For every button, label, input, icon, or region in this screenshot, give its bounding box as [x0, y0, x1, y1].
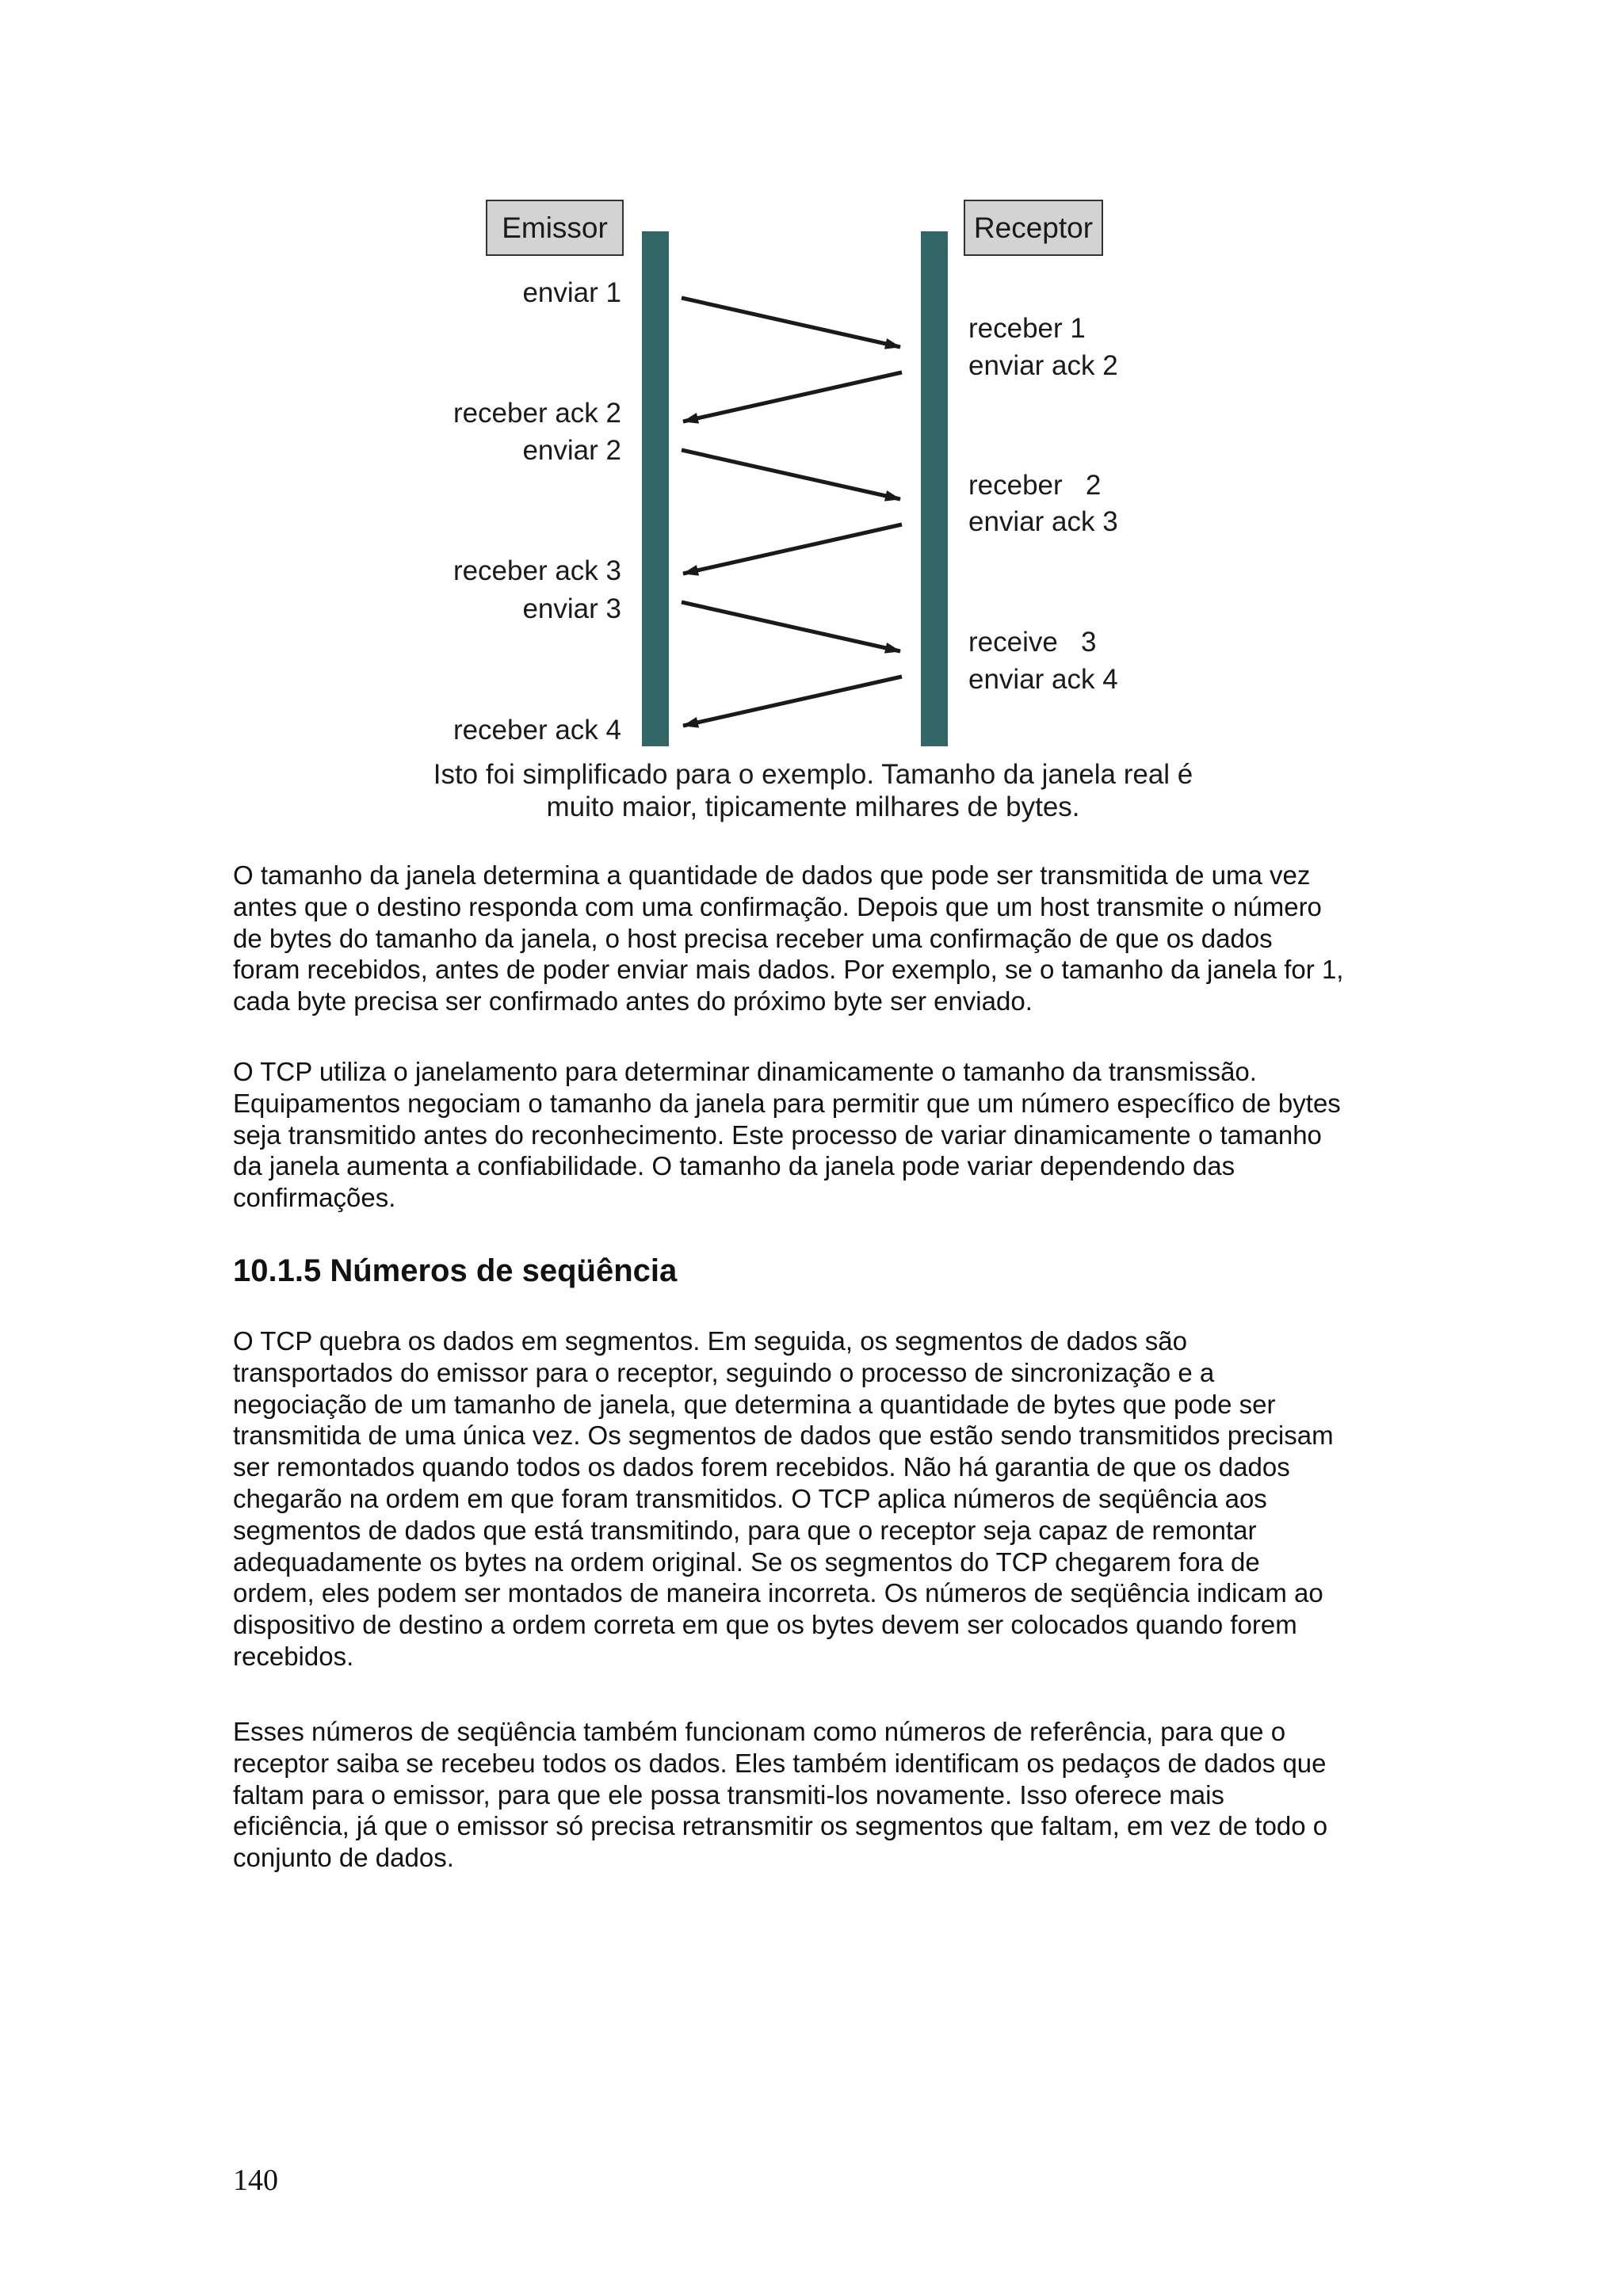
paragraph-sequence-numbers [233, 1325, 1398, 1672]
text-line: da janela aumenta a confiabilidade. O tamanho da janela pode variar dependendo das [233, 1151, 1235, 1181]
text-line: O TCP quebra os dados em segmentos. Em seguida, os segmentos de dados são [233, 1326, 1187, 1356]
text-line: ordem, eles podem ser montados de maneira incorreta. Os números de seqüência indicam ao [233, 1578, 1323, 1608]
text-line: O tamanho da janela determina a quantidade de dados que pode ser transmitida de uma vez [233, 860, 1311, 890]
text-line: conjunto de dados. [233, 1843, 454, 1873]
figure-caption-line: muito maior, tipicamente milhares de bytes. [546, 791, 1080, 822]
sender-label: receber ack 4 [453, 715, 621, 746]
receiver-label: receive 3 [968, 627, 1097, 658]
figure-caption-line: Isto foi simplificado para o exemplo. Tamanho da janela real é [433, 759, 1193, 790]
text-line: adequadamente os bytes na ordem original. Se os segmentos do TCP chegarem fora de [233, 1547, 1260, 1577]
sender-label: enviar 2 [522, 435, 621, 466]
text-line: segmentos de dados que está transmitindo, para que o receptor seja capaz de remontar [233, 1515, 1257, 1545]
text-line: transmitida de uma única vez. Os segmentos de dados que estão sendo transmitidos precisam [233, 1421, 1334, 1451]
text-line: foram recebidos, antes de poder enviar mais dados. Por exemplo, se o tamanho da janela for 1, [233, 955, 1344, 985]
text-line: negociação de um tamanho de janela, que determina a quantidade de bytes que pode ser [233, 1389, 1276, 1419]
text-line: dispositivo de destino a ordem correta em que os bytes devem ser colocados quando forem [233, 1610, 1297, 1640]
paragraph-window-size [233, 860, 1398, 1017]
text-line: recebidos. [233, 1641, 354, 1671]
section-heading: 10.1.5 Números de seqüência [233, 1253, 678, 1288]
ack-arrow [683, 524, 902, 574]
send-arrow [682, 298, 900, 347]
sender-label: enviar 1 [522, 277, 621, 308]
paragraph-windowing [233, 1056, 1398, 1214]
receiver-label: enviar ack 3 [968, 506, 1118, 537]
send-arrow [682, 602, 900, 651]
sender-label: enviar 3 [522, 593, 621, 624]
text-line: cada byte precisa ser confirmado antes do próximo byte ser enviado. [233, 986, 1033, 1016]
ack-arrow [683, 372, 902, 421]
send-arrow [682, 450, 900, 499]
text-line: Esses números de seqüência também funcionam como números de referência, para que o [233, 1717, 1286, 1746]
sender-timeline-bar [642, 231, 669, 746]
receiver-label: receber 1 [968, 313, 1086, 344]
text-line: faltam para o emissor, para que ele possa transmiti-los novamente. Isso oferece mais [233, 1779, 1224, 1810]
text-line: chegarão na ordem em que foram transmitidos. O TCP aplica números de seqüência aos [233, 1483, 1267, 1513]
text-line: transportados do emissor para o receptor, seguindo o processo de sincronização e a [233, 1357, 1215, 1387]
receptor-label: Receptor [973, 212, 1094, 244]
text-line: O TCP utiliza o janelamento para determinar dinamicamente o tamanho da transmissão. [233, 1057, 1257, 1086]
receiver-label: enviar ack 2 [968, 350, 1118, 381]
text-line: receptor saiba se recebeu todos os dados. Eles também identificam os pedaços de dados que [233, 1748, 1327, 1778]
emissor-label: Emissor [502, 212, 608, 244]
text-line: seja transmitido antes do reconhecimento. Este processo de variar dinamicamente o tamanho [233, 1119, 1322, 1150]
receiver-timeline-bar [921, 231, 948, 746]
text-line: de bytes do tamanho da janela, o host precisa receber uma confirmação de que os dados [233, 923, 1273, 953]
receiver-label: enviar ack 4 [968, 664, 1118, 695]
ack-arrow [683, 677, 902, 726]
text-line: confirmações. [233, 1183, 396, 1213]
text-line: antes que o destino responda com uma confirmação. Depois que um host transmite o número [233, 891, 1322, 921]
sender-label: receber ack 3 [453, 555, 621, 586]
receiver-label: receber 2 [968, 470, 1102, 501]
paragraph-reference-numbers [233, 1716, 1398, 1874]
sender-label: receber ack 2 [453, 398, 621, 429]
text-line: ser remontados quando todos os dados forem recebidos. Não há garantia de que os dados [233, 1452, 1290, 1482]
text-line: eficiência, já que o emissor só precisa retransmitir os segmentos que faltam, em vez de todo o [233, 1811, 1328, 1841]
page-number: 140 [233, 2164, 278, 2197]
text-line: Equipamentos negociam o tamanho da janela para permitir que um número específico de bytes [233, 1088, 1341, 1118]
tcp-window-diagram [0, 0, 1623, 840]
